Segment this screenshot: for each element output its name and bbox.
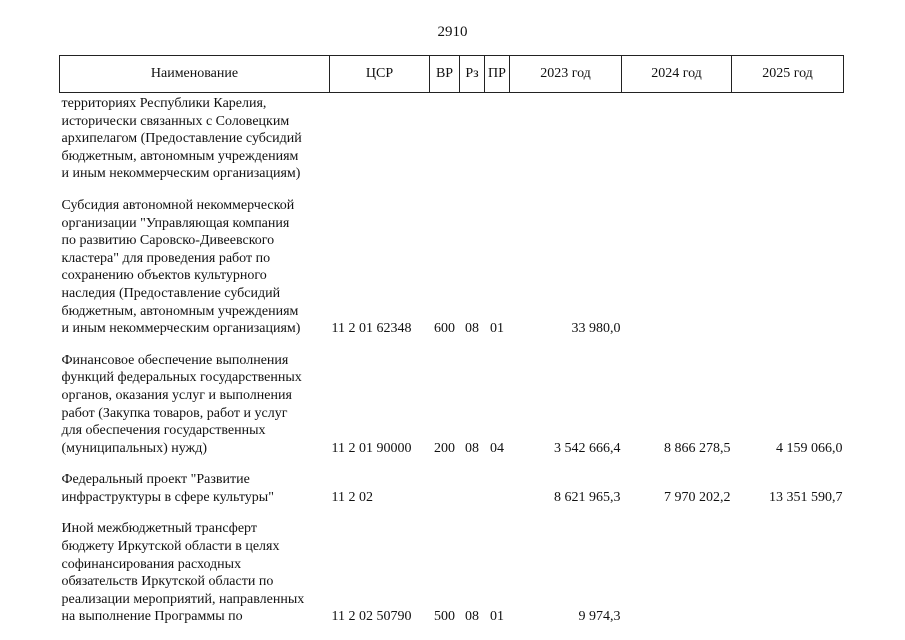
row-name-line: софинансирования расходных bbox=[61, 556, 242, 572]
row-name-line: органов, оказания услуг и выполнения bbox=[61, 387, 292, 403]
row-2024: 7 970 202,2 bbox=[664, 489, 731, 505]
row-name bbox=[60, 197, 330, 338]
row-2024 bbox=[622, 520, 732, 626]
row-rz: 08 bbox=[465, 440, 479, 456]
row-name-line: Финансовое обеспечение выполнения bbox=[61, 352, 289, 368]
row-vr bbox=[430, 471, 460, 506]
header-2023: 2023 год bbox=[510, 56, 622, 93]
row-name-line: Субсидия автономной некоммерческой bbox=[61, 197, 295, 213]
row-name bbox=[60, 471, 330, 506]
row-vr: 600 bbox=[434, 321, 455, 337]
row-name-line: организации "Управляющая компания bbox=[61, 215, 290, 231]
row-name bbox=[60, 520, 330, 626]
row-rz: 08 bbox=[465, 321, 479, 337]
row-2025: 13 351 590,7 bbox=[769, 489, 843, 505]
row-name-line: реализации мероприятий, направленных bbox=[61, 591, 305, 607]
row-pr: 01 bbox=[490, 609, 504, 625]
row-pr: 01 bbox=[490, 321, 504, 337]
row-pr bbox=[485, 93, 510, 183]
row-2025 bbox=[732, 197, 844, 338]
row-2025: 4 159 066,0 bbox=[776, 440, 843, 456]
row-vr bbox=[430, 93, 460, 183]
row-name-line: инфраструктуры в сфере культуры" bbox=[61, 489, 274, 505]
table-row bbox=[60, 520, 844, 626]
row-csr: 11 2 02 bbox=[331, 489, 373, 505]
row-csr: 11 2 01 90000 bbox=[331, 440, 412, 456]
row-name-line: и иным некоммерческим организациям) bbox=[61, 321, 301, 337]
row-2023: 3 542 666,4 bbox=[554, 440, 621, 456]
row-spacer bbox=[60, 506, 844, 520]
row-name-line: бюджетным, автономным учреждениям bbox=[61, 303, 299, 319]
row-2024 bbox=[622, 93, 732, 183]
row-name bbox=[60, 352, 330, 458]
row-csr bbox=[330, 93, 430, 183]
row-2025 bbox=[732, 93, 844, 183]
row-csr: 11 2 01 62348 bbox=[331, 321, 412, 337]
row-name-line: наследия (Предоставление субсидий bbox=[61, 285, 281, 301]
row-rz bbox=[460, 93, 485, 183]
budget-table bbox=[59, 55, 844, 626]
table-row bbox=[60, 93, 844, 183]
header-row bbox=[60, 56, 844, 93]
row-spacer bbox=[60, 457, 844, 471]
row-pr: 04 bbox=[490, 440, 504, 456]
row-rz: 08 bbox=[465, 609, 479, 625]
row-vr: 500 bbox=[434, 609, 455, 625]
row-name bbox=[60, 93, 330, 183]
table-row bbox=[60, 471, 844, 506]
row-pr bbox=[485, 471, 510, 506]
row-name-line: сохранению объектов культурного bbox=[61, 268, 267, 284]
row-name-line: бюджету Иркутской области в целях bbox=[61, 539, 280, 555]
row-name-line: бюджетным, автономным учреждениям bbox=[61, 148, 299, 164]
row-2025 bbox=[732, 520, 844, 626]
header-2024: 2024 год bbox=[622, 56, 732, 93]
row-vr: 200 bbox=[434, 440, 455, 456]
row-spacer bbox=[60, 183, 844, 197]
header-name: Наименование bbox=[60, 56, 330, 93]
row-2023 bbox=[510, 93, 622, 183]
row-name-line: Федеральный проект "Развитие bbox=[61, 472, 250, 488]
header-pr: ПР bbox=[485, 56, 510, 93]
row-2023: 8 621 965,3 bbox=[554, 489, 621, 505]
row-rz bbox=[460, 471, 485, 506]
row-name-line: архипелагом (Предоставление субсидий bbox=[61, 131, 302, 147]
row-spacer bbox=[60, 338, 844, 352]
header-rz: Рз bbox=[460, 56, 485, 93]
header-2025: 2025 год bbox=[732, 56, 844, 93]
header-csr: ЦСР bbox=[330, 56, 430, 93]
row-name-line: кластера" для проведения работ по bbox=[61, 250, 271, 266]
row-2023: 33 980,0 bbox=[571, 321, 621, 337]
row-name-line: для обеспечения государственных bbox=[61, 423, 266, 439]
row-name-line: и иным некоммерческим организациям) bbox=[61, 166, 301, 182]
row-csr: 11 2 02 50790 bbox=[331, 609, 412, 625]
row-name-line: на выполнение Программы по bbox=[61, 609, 243, 625]
table-row bbox=[60, 197, 844, 338]
page-number: 2910 bbox=[437, 24, 468, 40]
row-name-line: по развитию Саровско-Дивеевского bbox=[61, 233, 275, 249]
row-name-line: (муниципальных) нужд) bbox=[61, 440, 208, 456]
row-2023: 9 974,3 bbox=[578, 609, 621, 625]
header-vr: ВР bbox=[430, 56, 460, 93]
row-2024 bbox=[622, 197, 732, 338]
row-name-line: Иной межбюджетный трансферт bbox=[61, 521, 257, 537]
row-2024: 8 866 278,5 bbox=[664, 440, 731, 456]
table-row bbox=[60, 352, 844, 458]
row-name-line: территориях Республики Карелия, bbox=[61, 96, 267, 111]
row-name-line: функций федеральных государственных bbox=[61, 370, 302, 386]
row-name-line: обязательств Иркутской области по bbox=[61, 574, 274, 590]
row-name-line: исторически связанных с Соловецким bbox=[61, 113, 290, 129]
row-name-line: работ (Закупка товаров, работ и услуг bbox=[61, 405, 288, 421]
